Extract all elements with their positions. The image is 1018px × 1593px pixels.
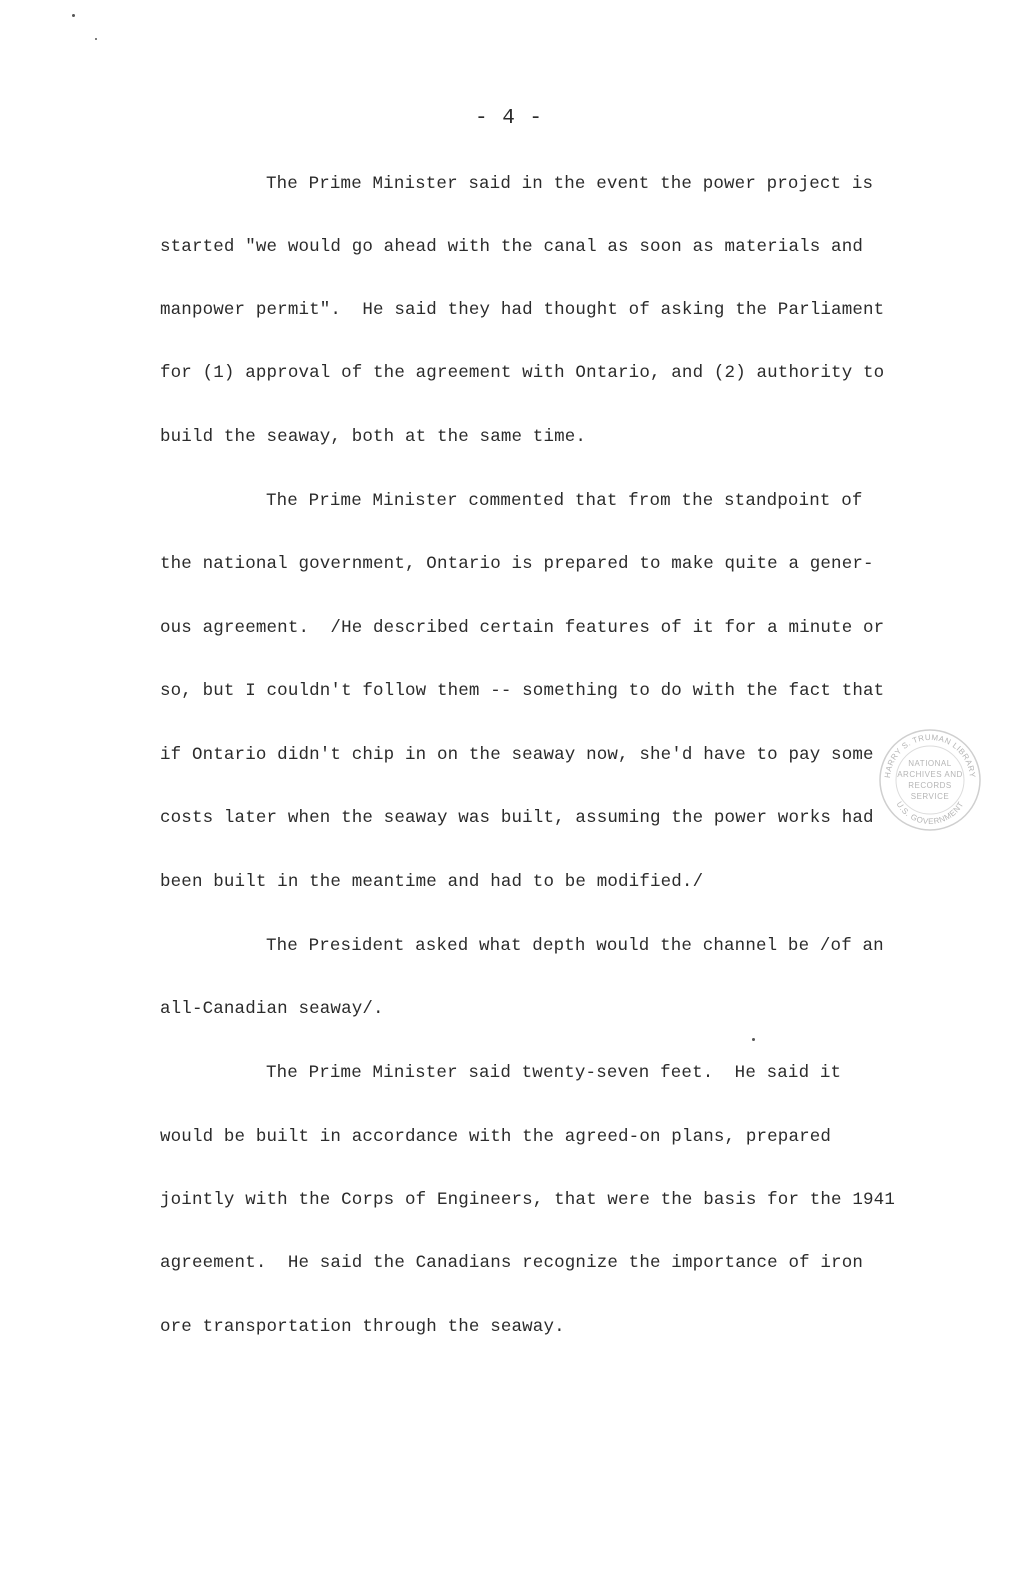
stamp-bottom-arc: U.S. GOVERNMENT xyxy=(894,799,966,827)
stamp-center-line: RECORDS xyxy=(908,781,952,790)
text-line: the national government, Ontario is prepared to make quite a gener- xyxy=(160,554,874,574)
text-line: build the seaway, both at the same time. xyxy=(160,427,587,447)
stamp-center-line: ARCHIVES AND xyxy=(897,770,963,779)
archives-stamp xyxy=(878,728,982,832)
text-line: ous agreement. /He described certain features of it for a minute or xyxy=(160,618,885,638)
page-number: - 4 - xyxy=(474,107,543,130)
text-line: so, but I couldn't follow them -- something to do with the fact that xyxy=(160,681,885,701)
stamp-center-line: NATIONAL xyxy=(908,759,952,768)
stamp-center-line: SERVICE xyxy=(910,792,950,801)
text-line: all-Canadian seaway/. xyxy=(160,999,384,1019)
text-line: jointly with the Corps of Engineers, that were the basis for the 1941 xyxy=(160,1190,895,1210)
text-line: The Prime Minister said twenty-seven feet. He said it xyxy=(266,1063,842,1083)
stamp-top-arc: HARRY S. TRUMAN LIBRARY xyxy=(882,732,978,779)
text-line: started "we would go ahead with the canal as soon as materials and xyxy=(160,237,864,257)
scan-speck xyxy=(72,14,75,17)
text-line: been built in the meantime and had to be modified./ xyxy=(160,872,704,892)
text-line: costs later when the seaway was built, assuming the power works had xyxy=(160,808,874,828)
scan-speck xyxy=(95,38,97,40)
text-line: would be built in accordance with the agreed-on plans, prepared xyxy=(160,1127,832,1147)
text-line: The President asked what depth would the channel be /of an xyxy=(266,936,884,956)
text-line: for (1) approval of the agreement with Ontario, and (2) authority to xyxy=(160,363,885,383)
text-line: The Prime Minister said in the event the power project is xyxy=(266,174,874,194)
text-line: manpower permit". He said they had thought of asking the Parliament xyxy=(160,300,885,320)
text-line: if Ontario didn't chip in on the seaway now, she'd have to pay some xyxy=(160,745,874,765)
text-line: The Prime Minister commented that from the standpoint of xyxy=(266,491,863,511)
text-line: ore transportation through the seaway. xyxy=(160,1317,565,1337)
text-line: agreement. He said the Canadians recognize the importance of iron xyxy=(160,1253,864,1273)
scan-speck xyxy=(752,1038,755,1041)
